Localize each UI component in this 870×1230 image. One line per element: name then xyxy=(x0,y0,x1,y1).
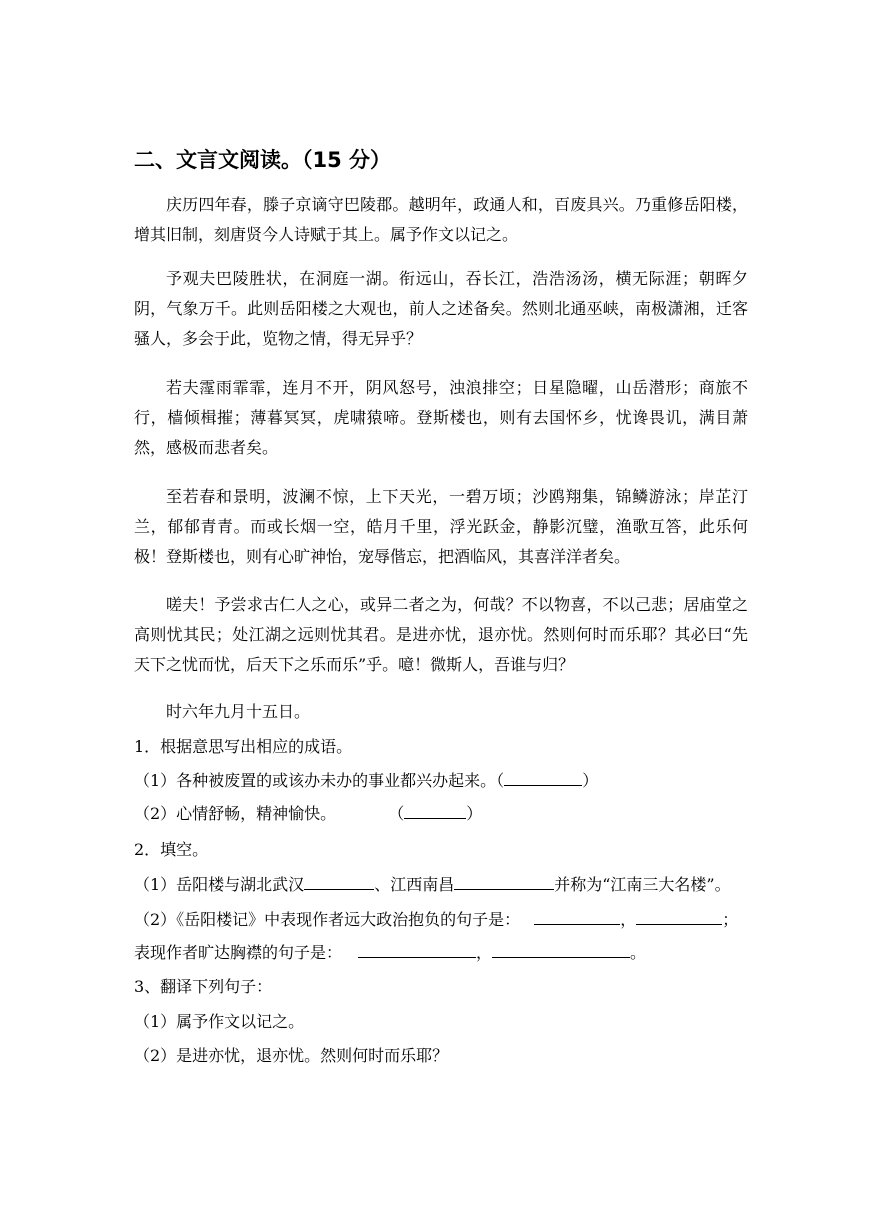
passage-paragraph-2: 予观夫巴陵胜状，在洞庭一湖。衔远山，吞长江，浩浩汤汤，横无际涯；朝晖夕阴，气象万千。此则岳阳楼之大观也，前人之述备矣。然则北通巫峡，南极潇湘，迁客骚人，多会于此，览物之情，得无异乎？ xyxy=(134,269,748,348)
question-1-item-2-close: ） xyxy=(466,804,483,823)
question-2-item-2-end2: 。 xyxy=(630,943,647,962)
answer-blank[interactable] xyxy=(358,939,476,958)
question-1-item-1-text: （1）各种被废置的或该办未办的事业都兴办起来。（ xyxy=(134,771,505,790)
question-2-item-2-text-b: 表现作者旷达胸襟的句子是： xyxy=(134,943,343,962)
question-1-item-1-close: ） xyxy=(582,771,599,790)
question-2-item-1 xyxy=(134,870,731,900)
question-2-item-2 xyxy=(134,905,738,935)
section-heading: 二、文言文阅读。（15 分） xyxy=(134,148,392,172)
answer-blank[interactable] xyxy=(636,906,722,925)
passage-paragraph-1: 庆历四年春，滕子京谪守巴陵郡。越明年，政通人和，百废具兴。乃重修岳阳楼，增其旧制，刻唐贤今人诗赋于其上。属予作文以记之。 xyxy=(134,195,748,244)
passage-paragraph-5: 嗟夫！予尝求古仁人之心，或异二者之为，何哉？不以物喜，不以己悲；居庙堂之高则忧其民；处江湖之远则忧其君。是进亦忧，退亦忧。然则何时而乐耶？其必曰“先天下之忧而忧，后天下之乐而乐”乎。噫！微斯人，吾谁与归？ xyxy=(134,595,748,674)
answer-blank[interactable] xyxy=(454,871,554,890)
question-2-item-2-sep: ， xyxy=(620,910,637,929)
answer-blank[interactable] xyxy=(492,939,630,958)
answer-blank[interactable] xyxy=(404,800,466,819)
question-2-item-2-end: ； xyxy=(722,910,739,929)
question-1-title: 1．根据意思写出相应的成语。 xyxy=(134,737,353,756)
question-2-item-2-text-a: （2）《岳阳楼记》中表现作者远大政治抱负的句子是： xyxy=(134,910,521,929)
question-1-item-2-text: （2）心情舒畅，精神愉快。 xyxy=(134,804,337,823)
question-2-item-2-cont xyxy=(134,938,646,968)
answer-blank[interactable] xyxy=(504,767,582,786)
answer-blank[interactable] xyxy=(304,871,374,890)
passage-paragraph-3: 若夫霪雨霏霏，连月不开，阴风怒号，浊浪排空；日星隐曜，山岳潜形；商旅不行，樯倾楫摧；薄暮冥冥，虎啸猿啼。登斯楼也，则有去国怀乡，忧谗畏讥，满目萧然，感极而悲者矣。 xyxy=(134,378,748,457)
question-1-item-2-open: （ xyxy=(388,804,405,823)
question-2-item-1-text-c: 并称为“江南三大名楼”。 xyxy=(554,875,731,894)
question-2-item-1-text-b: 、江西南昌 xyxy=(374,875,455,894)
question-2-item-2-sep2: ， xyxy=(476,943,493,962)
answer-blank[interactable] xyxy=(534,906,620,925)
question-2-title: 2．填空。 xyxy=(134,840,209,859)
question-1-item-1 xyxy=(134,766,598,796)
question-3-title: 3、翻译下列句子： xyxy=(134,977,273,996)
question-3-item-2: （2）是进亦忧，退亦忧。然则何时而乐耶？ xyxy=(134,1046,449,1065)
question-2-item-1-text-a: （1）岳阳楼与湖北武汉 xyxy=(134,875,305,894)
passage-date: 时六年九月十五日。 xyxy=(166,702,311,721)
question-1-item-2 xyxy=(134,799,482,829)
passage-paragraph-4: 至若春和景明，波澜不惊，上下天光，一碧万顷；沙鸥翔集，锦鳞游泳；岸芷汀兰，郁郁青青。而或长烟一空，皓月千里，浮光跃金，静影沉璧，渔歌互答，此乐何极！登斯楼也，则有心旷神怡，宠辱偕忘，把酒临风，其喜洋洋者矣。 xyxy=(134,487,748,566)
question-3-item-1: （1）属予作文以记之。 xyxy=(134,1012,305,1031)
